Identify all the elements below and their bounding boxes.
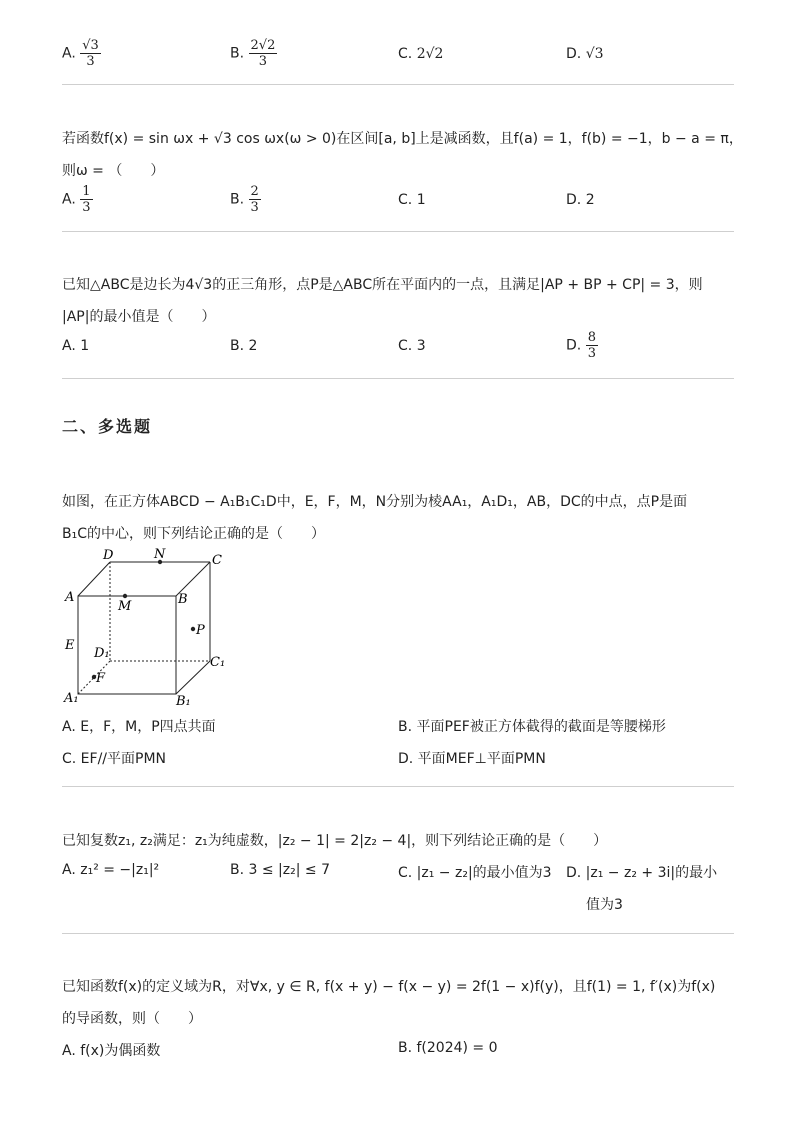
option-label: B. xyxy=(230,45,245,62)
numerator: 1 xyxy=(82,184,91,199)
option-value: 2 xyxy=(248,338,258,354)
cube-figure xyxy=(56,546,236,706)
option-label: C. xyxy=(398,338,413,354)
label-b1: B₁ xyxy=(176,694,191,706)
q3-option-d: D. 平面MEF⊥平面PMN xyxy=(398,751,546,767)
section-heading xyxy=(62,414,152,437)
label-n: N xyxy=(154,547,166,562)
point-p xyxy=(191,627,195,631)
q5-option-b: B. f(2024) = 0 xyxy=(398,1040,498,1056)
q1-stem-line2: 则ω = （ ） xyxy=(62,163,165,179)
fraction xyxy=(80,184,92,215)
denominator: 3 xyxy=(82,200,91,215)
numerator: √3 xyxy=(82,38,99,53)
q4-option-d-line2: 值为3 xyxy=(586,897,623,913)
option-label: C. xyxy=(398,192,413,208)
option-value: 2 xyxy=(585,192,595,208)
option-label: B. xyxy=(230,338,245,354)
fraction xyxy=(586,330,598,361)
q4-option-a: A. z₁² = −|z₁|² xyxy=(62,862,160,878)
q3-stem-line2: B₁C的中心，则下列结论正确的是（ ） xyxy=(62,526,325,542)
label-c1: C₁ xyxy=(210,655,226,670)
label-e: E xyxy=(65,638,75,653)
q3-option-c: C. EF//平面PMN xyxy=(62,751,167,767)
q2-option-c xyxy=(398,338,426,354)
fraction xyxy=(249,184,261,215)
divider xyxy=(62,933,734,934)
option-label: D. xyxy=(566,337,582,354)
option-label: C. xyxy=(398,46,413,62)
prev-option-d xyxy=(566,46,604,62)
label-a1: A₁ xyxy=(64,691,79,706)
q2-option-b xyxy=(230,338,257,354)
q2-option-a xyxy=(62,338,89,354)
q1-option-b xyxy=(230,184,261,215)
label-p: P xyxy=(196,623,205,638)
divider xyxy=(62,786,734,787)
cube-edge xyxy=(176,562,210,596)
denominator: 3 xyxy=(250,200,259,215)
label-d: D xyxy=(103,548,114,563)
label-m: M xyxy=(118,599,132,614)
q5-stem-line2: 的导函数，则（ ） xyxy=(62,1011,202,1027)
option-label: B. xyxy=(230,191,245,208)
q5-stem-line1: 已知函数f(x)的定义域为R，对∀x, y ∈ R, f(x + y) − f(x − y) = 2f(1 − x)f(y)，且f(1) = 1, f′(x)为f(x) xyxy=(62,979,716,995)
divider xyxy=(62,84,734,85)
prev-option-b xyxy=(230,38,277,69)
q4-stem-line1: 已知复数z₁, z₂满足：z₁为纯虚数，|z₂ − 1| = 2|z₂ − 4|，则下列结论正确的是（ ） xyxy=(62,833,608,849)
q4-option-d-line1: D. |z₁ − z₂ + 3i|的最小 xyxy=(566,865,718,881)
point-m xyxy=(123,594,127,598)
label-c: C xyxy=(212,553,222,568)
q1-option-d xyxy=(566,192,595,208)
q3-option-b: B. 平面PEF被正方体截得的截面是等腰梯形 xyxy=(398,719,666,735)
label-a: A xyxy=(65,590,75,605)
q1-stem-line1: 若函数f(x) = sin ωx + √3 cos ωx(ω > 0)在区间[a, b]上是减函数，且f(a) = 1，f(b) = −1，b − a = π， xyxy=(62,131,743,147)
denominator: 3 xyxy=(587,346,596,361)
prev-option-a xyxy=(62,38,101,69)
prev-option-c xyxy=(398,46,443,62)
divider xyxy=(62,231,734,232)
q5-option-a: A. f(x)为偶函数 xyxy=(62,1043,161,1059)
label-d1: D₁ xyxy=(94,646,110,661)
option-value: 1 xyxy=(80,338,90,354)
q2-stem-line1: 已知△ABC是边长为4√3的正三角形，点P是△ABC所在平面内的一点，且满足|AP + BP + CP| = 3，则 xyxy=(62,277,703,293)
option-label: A. xyxy=(62,338,76,354)
fraction xyxy=(80,38,101,69)
numerator: 8 xyxy=(587,330,596,345)
divider xyxy=(62,378,734,379)
option-value: 2√2 xyxy=(416,46,444,62)
option-value: 1 xyxy=(416,192,426,208)
option-value: √3 xyxy=(585,46,604,62)
section-title: 二、多选题 xyxy=(62,417,153,436)
label-b: B xyxy=(178,592,188,607)
cube-edge xyxy=(78,562,110,596)
cube-edge xyxy=(176,661,210,694)
numerator: 2 xyxy=(250,184,259,199)
q4-option-b: B. 3 ≤ |z₂| ≤ 7 xyxy=(230,862,330,878)
q2-stem-line2: |AP|的最小值是（ ） xyxy=(62,309,216,325)
q1-option-a xyxy=(62,184,93,215)
q1-option-c xyxy=(398,192,426,208)
numerator: 2√2 xyxy=(250,38,276,53)
q3-option-a: A. E，F，M，P四点共面 xyxy=(62,719,216,735)
option-label: D. xyxy=(566,192,582,208)
denominator: 3 xyxy=(258,54,268,69)
option-label: A. xyxy=(62,191,76,208)
fraction xyxy=(249,38,278,69)
q3-stem-line1: 如图，在正方体ABCD − A₁B₁C₁D中，E，F，M，N分别为棱AA₁，A₁D₁，AB，DC的中点，点P是面 xyxy=(62,494,688,510)
option-value: 3 xyxy=(416,338,426,354)
q4-option-c: C. |z₁ − z₂|的最小值为3 xyxy=(398,865,552,881)
label-f: F xyxy=(96,671,106,686)
option-label: D. xyxy=(566,46,582,62)
option-label: A. xyxy=(62,45,76,62)
denominator: 3 xyxy=(86,54,95,69)
q2-option-d xyxy=(566,330,598,361)
